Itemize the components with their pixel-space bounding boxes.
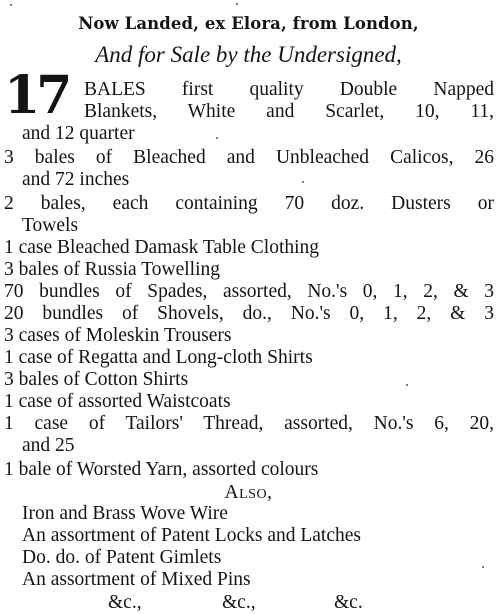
item-line: 2 bales, each containing 70 doz. Dusters or bbox=[4, 193, 494, 214]
drop-cap-quantity: 17 bbox=[4, 65, 69, 126]
item-line: 3 cases of Moleskin Trousers bbox=[4, 325, 232, 346]
item-line: 3 bales of Cotton Shirts bbox=[4, 369, 189, 390]
item-line: 20 bundles of Shovels, do., No.'s 0, 1, 2, & 3 bbox=[4, 303, 494, 324]
item-line: 1 case of assorted Waistcoats bbox=[4, 391, 231, 412]
also-heading: Also, bbox=[224, 482, 273, 503]
extra-line: Iron and Brass Wove Wire bbox=[22, 503, 228, 524]
item-line: 3 bales of Russia Towelling bbox=[4, 259, 221, 280]
print-speck bbox=[10, 4, 12, 6]
extra-line: An assortment of Patent Locks and Latches bbox=[22, 525, 361, 546]
item-line: BALES first quality Double Napped bbox=[84, 79, 494, 100]
item-line: and 12 quarter bbox=[22, 123, 135, 144]
print-speck bbox=[236, 3, 238, 5]
etc-mark: &c., bbox=[222, 592, 256, 613]
item-line: Blankets, White and Scarlet, 10, 11, bbox=[84, 101, 494, 122]
item-line: Towels bbox=[22, 215, 79, 236]
extra-line: Do. do. of Patent Gimlets bbox=[22, 547, 222, 568]
etc-mark: &c., bbox=[108, 592, 142, 613]
item-line: 1 case of Tailors' Thread, assorted, No.'s 6, 20, bbox=[4, 413, 494, 434]
etc-mark: &c. bbox=[334, 592, 363, 613]
item-line: 3 bales of Bleached and Unbleached Calicos, 26 bbox=[4, 147, 494, 168]
item-line: and 72 inches bbox=[22, 169, 130, 190]
item-line: 1 bale of Worsted Yarn, assorted colours bbox=[4, 459, 319, 480]
item-line: 1 case Bleached Damask Table Clothing bbox=[4, 237, 320, 258]
subheadline: And for Sale by the Undersigned, bbox=[95, 42, 402, 67]
item-line: 70 bundles of Spades, assorted, No.'s 0, 1, 2, & 3 bbox=[4, 281, 494, 302]
print-speck bbox=[482, 566, 484, 568]
item-line: 1 case of Regatta and Long-cloth Shirts bbox=[4, 347, 313, 368]
headline: Now Landed, ex Elora, from London, bbox=[78, 14, 419, 33]
item-line: and 25 bbox=[22, 435, 75, 456]
print-speck bbox=[406, 384, 408, 386]
extra-line: An assortment of Mixed Pins bbox=[22, 569, 251, 590]
print-speck bbox=[216, 137, 218, 139]
print-speck bbox=[302, 181, 304, 183]
